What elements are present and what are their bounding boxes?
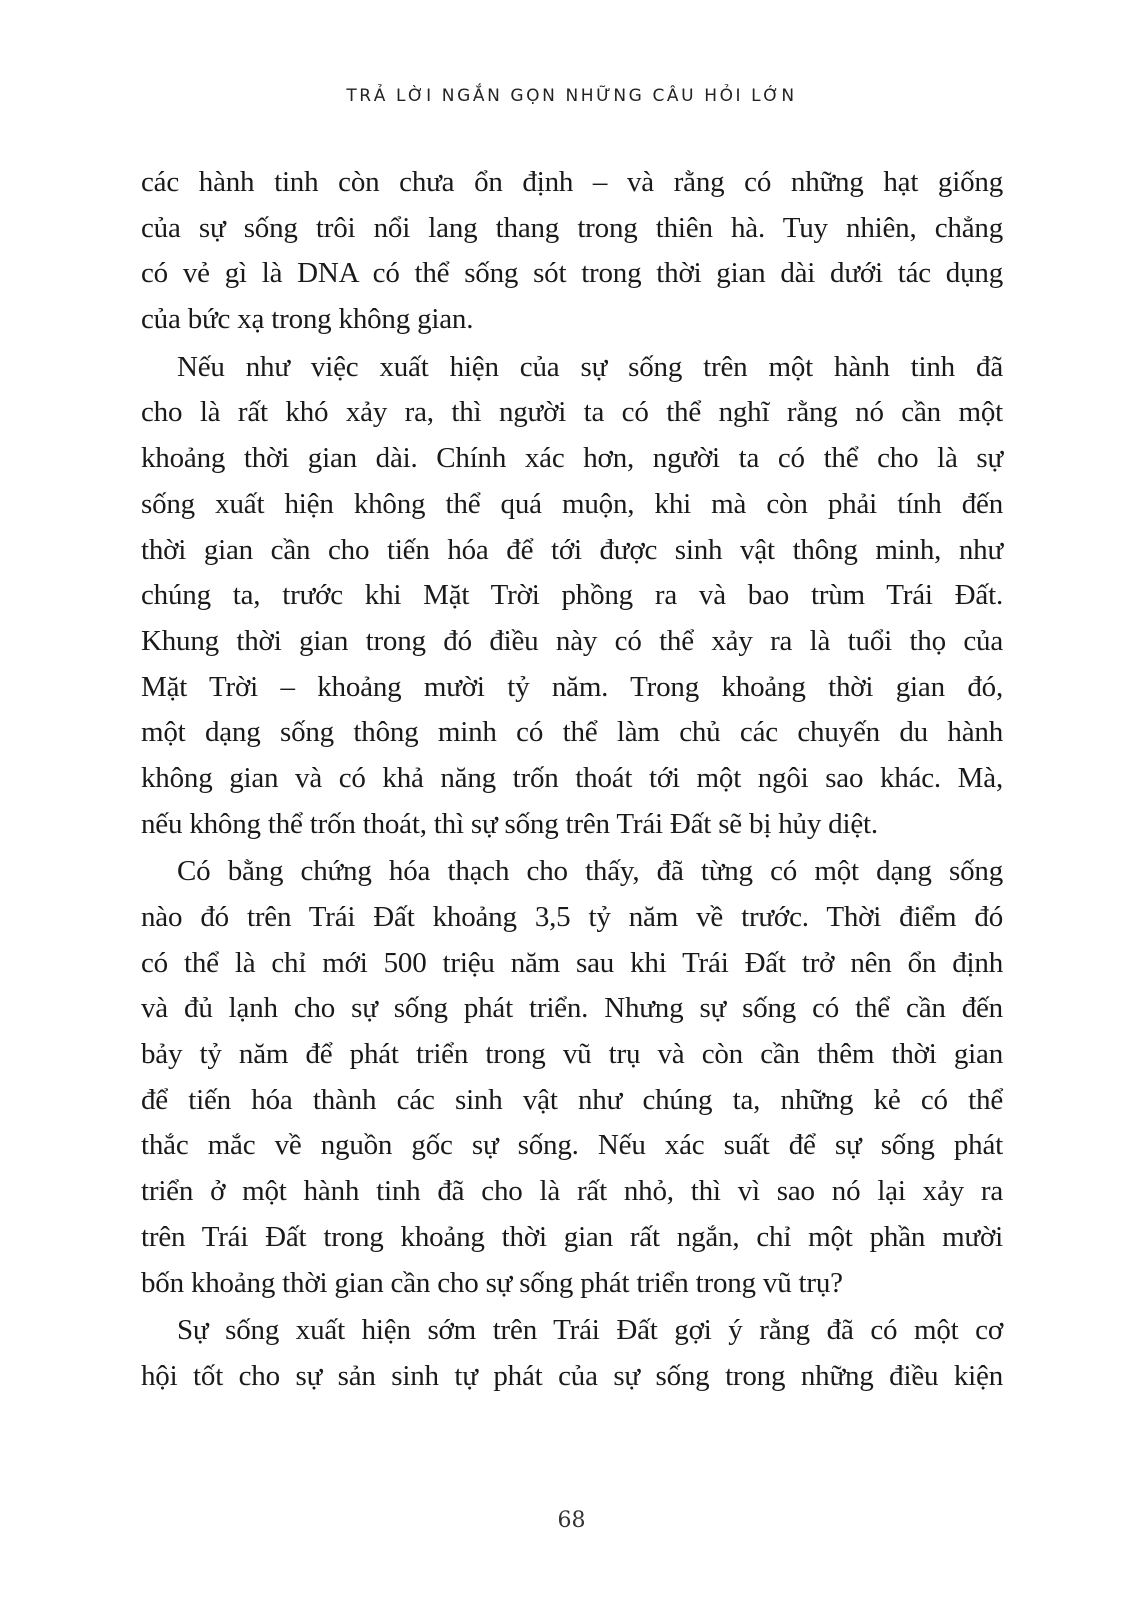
text-line: cho là rất khó xảy ra, thì người ta có thể nghĩ rằng nó cần một <box>141 396 1003 429</box>
text-line: Sự sống xuất hiện sớm trên Trái Đất gợi ý rằng đã có một cơ <box>177 1314 1003 1347</box>
running-header: TRẢ LỜI NGẮN GỌN NHỮNG CÂU HỎI LỚN <box>346 86 797 106</box>
text-line: để tiến hóa thành các sinh vật như chúng ta, những kẻ có thể <box>141 1083 1003 1116</box>
text-line: thời gian cần cho tiến hóa để tới được sinh vật thông minh, như <box>141 533 1003 566</box>
text-line: có thể là chỉ mới 500 triệu năm sau khi Trái Đất trở nên ổn định <box>141 946 1003 979</box>
text-line: không gian và có khả năng trốn thoát tới một ngôi sao khác. Mà, <box>141 761 1003 794</box>
paragraph <box>141 345 1003 848</box>
text-line: Mặt Trời – khoảng mười tỷ năm. Trong khoảng thời gian đó, <box>141 670 1003 703</box>
text-line: chúng ta, trước khi Mặt Trời phồng ra và bao trùm Trái Đất. <box>141 579 1003 612</box>
text-line: hội tốt cho sự sản sinh tự phát của sự sống trong những điều kiện <box>141 1359 1003 1392</box>
text-line: của sự sống trôi nổi lang thang trong thiên hà. Tuy nhiên, chẳng <box>141 211 1003 244</box>
body-text <box>141 160 1003 1400</box>
page-number: 68 <box>557 1508 586 1533</box>
paragraph <box>141 849 1003 1306</box>
text-line: Có bằng chứng hóa thạch cho thấy, đã từng có một dạng sống <box>177 855 1003 888</box>
paragraph <box>141 1308 1003 1399</box>
text-line: khoảng thời gian dài. Chính xác hơn, người ta có thể cho là sự <box>141 442 1003 475</box>
text-line: bốn khoảng thời gian cần cho sự sống phát triển trong vũ trụ? <box>141 1266 843 1299</box>
text-line: sống xuất hiện không thể quá muộn, khi mà còn phải tính đến <box>141 487 1003 520</box>
text-line: một dạng sống thông minh có thể làm chủ các chuyến du hành <box>141 716 1003 749</box>
text-line: của bức xạ trong không gian. <box>141 303 474 336</box>
text-line: các hành tinh còn chưa ổn định – và rằng có những hạt giống <box>141 166 1003 198</box>
text-line: trên Trái Đất trong khoảng thời gian rất ngắn, chỉ một phần mười <box>141 1220 1003 1253</box>
text-line: bảy tỷ năm để phát triển trong vũ trụ và còn cần thêm thời gian <box>141 1038 1003 1071</box>
text-line: Khung thời gian trong đó điều này có thể xảy ra là tuổi thọ của <box>141 624 1003 657</box>
text-line: và đủ lạnh cho sự sống phát triển. Nhưng sự sống có thể cần đến <box>141 992 1003 1025</box>
text-line: triển ở một hành tinh đã cho là rất nhỏ, thì vì sao nó lại xảy ra <box>141 1175 1003 1208</box>
text-line: Nếu như việc xuất hiện của sự sống trên một hành tinh đã <box>177 350 1003 383</box>
paragraph-continuation <box>141 160 1003 343</box>
text-line: nào đó trên Trái Đất khoảng 3,5 tỷ năm về trước. Thời điểm đó <box>141 901 1003 933</box>
text-line: nếu không thể trốn thoát, thì sự sống trên Trái Đất sẽ bị hủy diệt. <box>141 807 878 840</box>
text-line: có vẻ gì là DNA có thể sống sót trong thời gian dài dưới tác dụng <box>141 257 1003 290</box>
text-line: thắc mắc về nguồn gốc sự sống. Nếu xác suất để sự sống phát <box>141 1129 1003 1162</box>
